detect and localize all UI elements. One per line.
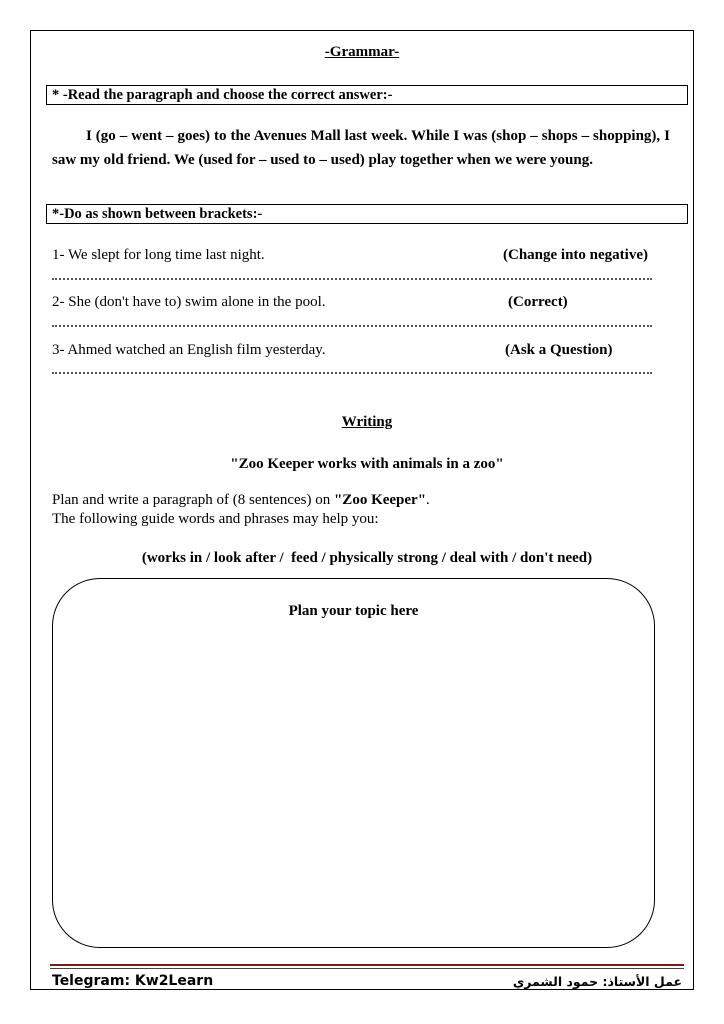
guide-words: (works in / look after / feed / physically strong / deal with / don't need) <box>141 550 593 566</box>
footer-teacher-credit: عمل الأستاذ: حمود الشمري <box>512 974 682 989</box>
task2-heading-box <box>46 204 688 224</box>
question-3-instruction: (Ask a Question) <box>505 342 613 358</box>
writing-title: Writing <box>341 414 393 430</box>
plan-topic: "Zoo Keeper" <box>333 492 427 508</box>
task1-heading-box <box>46 85 688 105</box>
question-1-instruction: (Change into negative) <box>503 247 648 263</box>
plan-prefix: Plan and write a paragraph of (8 sentences) on <box>52 492 334 508</box>
guide-line: The following guide words and phrases may help you: <box>52 511 379 527</box>
grammar-paragraph-block <box>52 124 670 172</box>
task1-heading: * -Read the paragraph and choose the correct answer:- <box>52 87 393 103</box>
plan-instruction-line <box>52 491 430 510</box>
grammar-paragraph: I (go – went – goes) to the Avenues Mall last week. While I was (shop – shops – shopping), I saw my old friend. We (used for – used to – used) play together when we were young. <box>52 128 670 168</box>
answer-line-1[interactable] <box>52 272 652 280</box>
writing-topic-line: "Zoo Keeper works with animals in a zoo" <box>230 456 504 472</box>
plan-box[interactable] <box>52 578 655 948</box>
answer-line-2[interactable] <box>52 319 652 327</box>
answer-line-3[interactable] <box>52 366 652 374</box>
footer-telegram: Telegram: Kw2Learn <box>52 973 214 989</box>
writing-instructions <box>52 491 430 529</box>
footer-rule <box>50 964 684 966</box>
question-1-text: 1- We slept for long time last night. <box>52 247 265 263</box>
question-2-text: 2- She (don't have to) swim alone in the pool. <box>52 294 326 310</box>
plan-box-label: Plan your topic here <box>288 603 419 619</box>
task2-heading: *-Do as shown between brackets:- <box>52 206 263 222</box>
question-3-text: 3- Ahmed watched an English film yesterday. <box>52 342 326 358</box>
grammar-title: -Grammar- <box>324 44 400 60</box>
plan-suffix: . <box>426 492 430 508</box>
footer-rule-thin <box>50 968 684 969</box>
question-2-instruction: (Correct) <box>508 294 568 310</box>
